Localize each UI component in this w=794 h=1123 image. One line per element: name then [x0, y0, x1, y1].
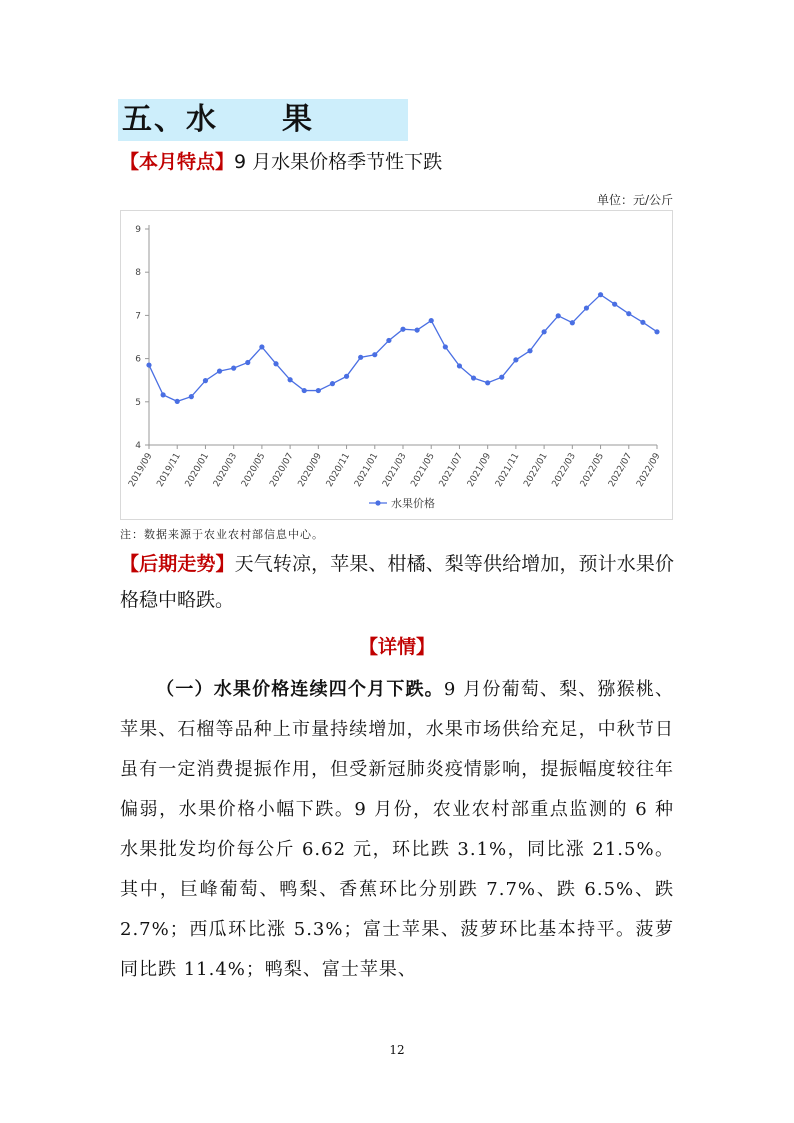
x-tick-label: 2020/05: [240, 451, 268, 489]
feature-tag: 【本月特点】: [120, 151, 235, 173]
chart-series: [146, 292, 659, 404]
x-tick-label: 2020/07: [268, 451, 296, 489]
data-point: [386, 338, 391, 343]
data-point: [584, 305, 589, 310]
data-point: [457, 363, 462, 368]
data-point: [598, 292, 603, 297]
x-tick-label: 2019/11: [155, 451, 183, 489]
detail-paragraph: [120, 670, 674, 990]
legend-label: 水果价格: [391, 497, 435, 510]
y-tick-labels: [135, 225, 141, 451]
data-point: [273, 361, 278, 366]
unit-label: 单位：元/公斤: [596, 193, 673, 207]
section-title: 五、水 果: [118, 99, 408, 141]
data-point: [485, 380, 490, 385]
data-point: [513, 357, 518, 362]
detail-text: 9 月份葡萄、梨、猕猴桃、苹果、石榴等品种上市量持续增加，水果市场供给充足，中秋节日虽有一定消费提振作用，但受新冠肺炎疫情影响，提振幅度较往年偏弱，水果价格小幅下跌。9 月份，农业农村部重点监测的 6 种水果批发均价每公斤 6.62 元，环比跌 3.1%，同比涨 21.5%。其中，巨峰葡萄、鸭梨、香蕉环比分别跌 7.7%、跌 6.5%、跌 2.7%；西瓜环比涨 5.3%；富士苹果、菠萝环比基本持平。菠萝同比跌 11.4%；鸭梨、富士苹果、: [120, 679, 674, 980]
y-tick-label: 4: [135, 441, 141, 451]
detail-lead: （一）水果价格连续四个月下跌。: [156, 679, 444, 700]
data-point: [358, 355, 363, 360]
data-point: [640, 320, 645, 325]
data-point: [231, 366, 236, 371]
chart-axes: [145, 225, 657, 449]
y-tick-label: 7: [135, 311, 141, 322]
data-source-note: 注：数据来源于农业农村部信息中心。: [120, 528, 324, 541]
feature-text: 9 月水果价格季节性下跌: [234, 151, 443, 173]
x-tick-label: 2020/01: [183, 451, 212, 489]
chart-legend: [369, 496, 435, 510]
x-tick-label: 2022/05: [578, 451, 607, 489]
x-tick-label: 2022/03: [550, 451, 578, 489]
y-tick-label: 9: [135, 225, 141, 235]
data-point: [344, 374, 349, 379]
price-line-chart: [121, 211, 672, 519]
y-tick-label: 6: [135, 354, 141, 365]
data-point: [612, 302, 617, 307]
x-tick-labels: [127, 451, 662, 489]
data-point: [499, 375, 504, 380]
data-point: [415, 327, 420, 332]
data-point: [471, 375, 476, 380]
detail-title: 【详情】: [358, 636, 435, 658]
data-point: [400, 327, 405, 332]
data-point: [217, 369, 222, 374]
chart-container: [120, 210, 673, 520]
outlook-paragraph: [120, 546, 674, 618]
data-point: [146, 362, 151, 367]
data-point: [372, 352, 377, 357]
x-tick-label: 2020/11: [324, 451, 353, 489]
data-point: [570, 320, 575, 325]
x-tick-label: 2022/07: [607, 451, 635, 489]
data-point: [542, 329, 547, 334]
x-tick-label: 2022/09: [635, 451, 663, 489]
data-point: [316, 388, 321, 393]
x-tick-label: 2021/07: [437, 451, 466, 489]
data-point: [259, 344, 264, 349]
x-tick-label: 2021/05: [409, 451, 437, 489]
outlook-text: 天气转凉，苹果、柑橘、梨等供给增加，预计水果价格稳中略跌。: [120, 553, 674, 611]
data-point: [189, 394, 194, 399]
series-line: [149, 295, 657, 402]
data-point: [175, 399, 180, 404]
x-tick-label: 2019/09: [127, 451, 155, 489]
data-point: [527, 348, 532, 353]
data-point: [245, 360, 250, 365]
legend-marker: [375, 500, 380, 505]
x-tick-label: 2021/11: [494, 451, 522, 489]
x-tick-label: 2021/01: [353, 451, 381, 489]
x-tick-label: 2020/09: [296, 451, 324, 489]
page-number: 12: [389, 1043, 405, 1057]
x-tick-label: 2021/09: [465, 451, 494, 489]
data-point: [288, 377, 293, 382]
data-point: [556, 313, 561, 318]
x-tick-label: 2020/03: [211, 451, 240, 489]
y-tick-label: 8: [135, 268, 141, 279]
data-point: [443, 344, 448, 349]
data-point: [203, 378, 208, 383]
data-point: [429, 318, 434, 323]
y-tick-label: 5: [135, 397, 141, 408]
data-point: [302, 388, 307, 393]
x-tick-label: 2021/03: [381, 451, 409, 489]
x-tick-label: 2022/01: [522, 451, 550, 489]
data-point: [330, 381, 335, 386]
outlook-tag: 【后期走势】: [120, 553, 235, 575]
data-point: [654, 329, 659, 334]
monthly-feature: [120, 148, 442, 176]
data-point: [626, 311, 631, 316]
data-point: [161, 392, 166, 397]
